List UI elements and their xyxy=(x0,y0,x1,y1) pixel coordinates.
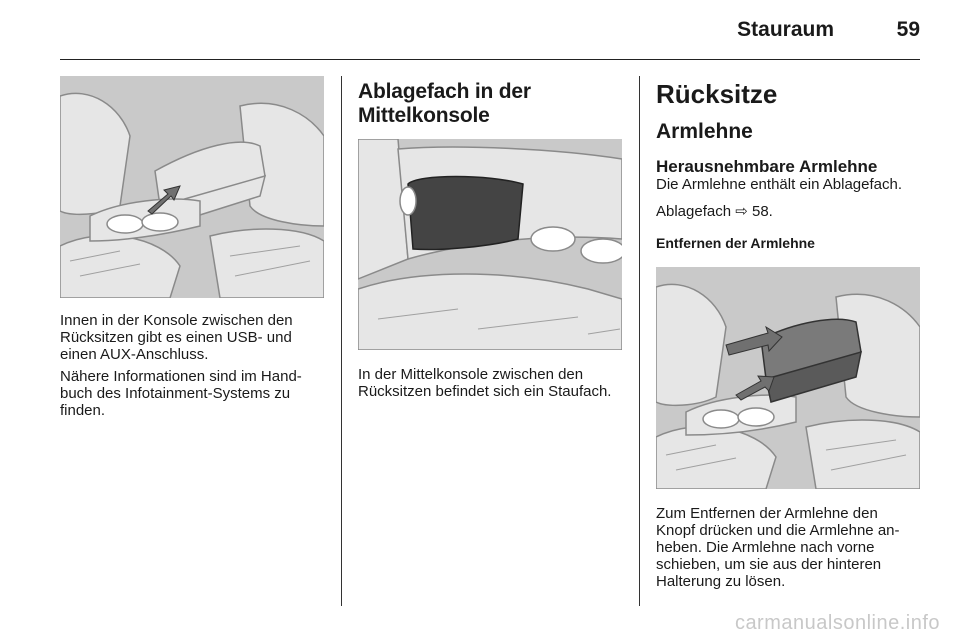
page-number: 59 xyxy=(896,18,920,41)
ruecksitze-heading: Rücksitze xyxy=(656,79,778,109)
column-3 xyxy=(656,76,920,590)
column-2 xyxy=(358,76,622,400)
center-console-storage-illustration xyxy=(358,139,622,350)
page-header xyxy=(60,14,920,60)
storage-reference xyxy=(656,203,920,220)
watermark-text: carmanualsonline.info xyxy=(734,612,940,634)
remove-armrest-heading: Entfernen der Armlehne xyxy=(656,235,815,251)
infotainment-reference-paragraph: Nähere Informationen sind im Handbuch des Infotainment-Systems zu finden. xyxy=(60,368,302,419)
mittelkonsole-heading: Ablagefach in der Mittelkonsole xyxy=(358,80,531,127)
armlehne-heading: Armlehne xyxy=(656,120,753,143)
reference-page-link[interactable]: 58. xyxy=(751,203,773,220)
column-divider-2 xyxy=(639,76,640,606)
storage-compartment-paragraph: In der Mittelkonsole zwischen den Rücksitzen befindet sich ein Staufach. xyxy=(358,366,612,400)
usb-aux-paragraph: Innen in der Konsole zwischen den Rücksitzen gibt es einen USB- und einen AUX-Anschluss. xyxy=(60,312,293,363)
removable-armrest-heading: Herausnehmbare Armlehne xyxy=(656,157,878,176)
column-divider-1 xyxy=(341,76,342,606)
armrest-compartment-paragraph: Die Armlehne enthält ein Ablagefach. xyxy=(656,176,902,193)
page-reference-icon: ⇨ xyxy=(735,203,748,220)
reference-label: Ablagefach xyxy=(656,203,732,220)
armrest-removal-illustration xyxy=(656,267,920,489)
section-title: Stauraum xyxy=(737,18,834,41)
remove-armrest-instructions: Zum Entfernen der Armlehne den Knopf drücken und die Armlehne anheben. Die Armlehne nach vorne schieben, um sie aus der hinteren Halterung zu lösen. xyxy=(656,505,900,590)
console-usb-illustration xyxy=(60,76,324,298)
column-1 xyxy=(60,76,324,419)
